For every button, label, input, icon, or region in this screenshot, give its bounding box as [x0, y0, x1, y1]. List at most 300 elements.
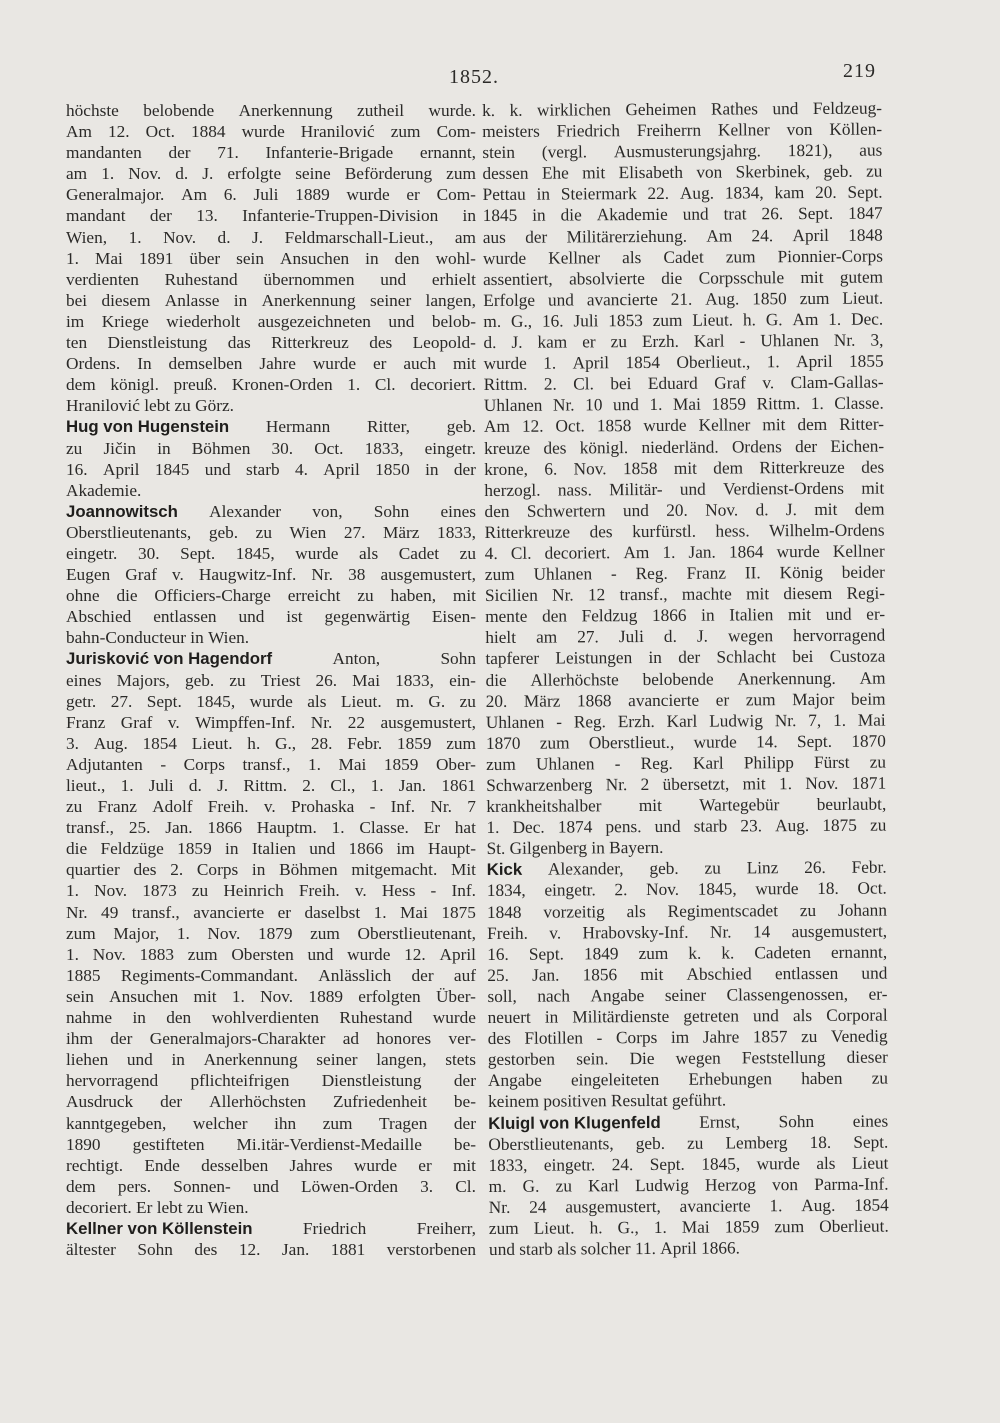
word: in	[251, 860, 266, 880]
text-line	[487, 878, 887, 902]
word: Friedrich	[302, 1218, 367, 1238]
word: Nov.	[805, 773, 839, 794]
word: kreuze	[484, 438, 531, 458]
word: Gilgenberg	[509, 838, 592, 859]
word: lebt	[156, 1197, 187, 1217]
word: verstorbenen	[386, 1240, 476, 1260]
word: v.	[549, 923, 562, 943]
word: zum	[446, 164, 476, 184]
word: Resultat	[610, 1091, 673, 1111]
word: k.	[688, 943, 702, 963]
word: Rathes	[710, 99, 759, 119]
text-line	[485, 625, 885, 649]
text-line	[66, 1070, 476, 1091]
word: Classengenossen,	[726, 984, 849, 1005]
word: Am	[181, 185, 208, 205]
word: 1889	[308, 986, 343, 1006]
word: 1833,	[488, 1155, 528, 1175]
word: und	[861, 963, 888, 983]
word: Ruhestand	[164, 269, 238, 289]
word: trat	[723, 204, 747, 224]
word: zu	[191, 881, 209, 901]
word: wiederholt	[166, 311, 241, 331]
word: April	[796, 351, 833, 372]
word: Ludwig	[709, 711, 763, 731]
word: Anton,	[332, 649, 381, 669]
word: mit	[193, 986, 217, 1006]
text-line	[486, 730, 886, 754]
word: (vergl.	[541, 142, 588, 162]
word: auch	[403, 354, 436, 374]
word: und	[772, 99, 799, 119]
word: zu	[704, 858, 721, 879]
word: Sohn	[440, 649, 476, 669]
word: Verdienst-Ordens	[723, 478, 845, 499]
text-line	[66, 817, 476, 838]
word: mandanten	[66, 143, 142, 163]
word: Angabe	[590, 985, 645, 1006]
word: 1866	[651, 606, 687, 626]
word: honores	[376, 1029, 432, 1049]
word: 1854	[142, 733, 178, 753]
word: 7	[467, 797, 476, 817]
word: preuß.	[173, 375, 218, 395]
word: G.	[522, 1176, 540, 1196]
word: decoriert.	[544, 543, 611, 563]
entry-name: Jurisković von Hagendorf	[66, 649, 273, 669]
word: Uhlanen	[483, 395, 543, 416]
word: 1885	[66, 965, 101, 985]
text-line	[66, 733, 476, 754]
word: Sohn	[373, 501, 410, 521]
word: J.	[785, 499, 797, 519]
word: 1.	[373, 902, 387, 922]
word: avancierte	[193, 902, 265, 922]
word: rechtigt.	[66, 1155, 124, 1175]
text-line	[487, 941, 887, 965]
word: Schwertern	[526, 501, 606, 521]
text-line	[486, 794, 886, 818]
word: m.	[488, 1176, 507, 1196]
word: starb	[246, 459, 280, 479]
word: Ritterkreuze	[484, 522, 571, 542]
word: Löwen-Orden	[301, 1176, 398, 1196]
word: Sicilien	[484, 585, 538, 606]
word: 1.	[810, 394, 824, 414]
word: 1.	[832, 710, 847, 730]
word: Mai	[672, 394, 701, 415]
word: 16.	[66, 459, 88, 479]
word: Karl	[692, 753, 724, 773]
word: 1879	[257, 923, 293, 943]
word: Uhlanen	[485, 712, 545, 732]
word: Nr.	[430, 797, 452, 817]
word: 1890	[66, 1134, 101, 1154]
word: Freiherrn	[636, 120, 702, 141]
word: bei	[610, 374, 632, 394]
word: Lieut.	[692, 310, 734, 330]
word: soll,	[487, 986, 517, 1006]
word: übernommen	[263, 269, 355, 289]
word: 1850	[375, 459, 410, 479]
word: Nov.	[207, 923, 241, 943]
word: 21.	[670, 289, 693, 309]
word: mit	[787, 605, 812, 625]
word: 23.	[740, 816, 763, 836]
word: die	[661, 268, 683, 288]
word: Ludwig	[634, 1175, 689, 1195]
word: be-	[453, 1134, 476, 1154]
word: -	[596, 1028, 603, 1048]
word: bei	[792, 647, 814, 667]
word: 1.	[176, 923, 190, 943]
text-line	[485, 604, 885, 628]
word: Uhlanen	[535, 754, 595, 774]
word: 1853	[608, 310, 643, 331]
word: 1889	[295, 185, 330, 205]
word: avancierte	[679, 1196, 751, 1216]
word: -	[430, 881, 437, 901]
word: kurfürstl.	[632, 521, 697, 541]
word: mit	[673, 458, 697, 478]
word: des	[543, 437, 567, 458]
word: aus	[859, 140, 883, 160]
word: 1859	[711, 394, 747, 414]
word: Sept.	[796, 731, 833, 751]
word: Jan.	[688, 542, 716, 562]
word: Rittm.	[483, 374, 528, 395]
word: 1.	[778, 774, 793, 794]
word: wurde	[643, 416, 687, 436]
word: k.	[721, 943, 735, 963]
word: Abschied	[686, 964, 752, 984]
word: Kellner	[698, 415, 751, 436]
text-line	[66, 121, 476, 142]
word: Hess	[381, 881, 416, 901]
word: Hrabovsky-Inf.	[582, 922, 689, 943]
word: Mai	[681, 1217, 710, 1237]
word: Eugen	[66, 565, 111, 585]
word: 12	[587, 585, 606, 605]
word: und	[679, 479, 706, 499]
word: 1821),	[787, 141, 833, 161]
word: 27.	[343, 522, 366, 542]
text-line	[66, 986, 476, 1007]
word: 30.	[271, 438, 294, 458]
word: Anerkennung	[238, 101, 333, 120]
text-line	[66, 902, 476, 923]
word: Cadeten	[754, 942, 812, 963]
word: beurlaubt,	[816, 794, 887, 815]
word: 1849	[583, 943, 619, 964]
word: Kriege	[101, 311, 149, 331]
word: Zufriedenheit	[332, 1092, 427, 1112]
word: dem	[713, 458, 744, 478]
word: desselben	[201, 1155, 269, 1175]
word: Freih.	[298, 881, 340, 901]
text-line	[482, 119, 882, 143]
word: Sept.	[798, 204, 834, 224]
word: 1.	[486, 818, 500, 838]
word: h.	[247, 733, 261, 753]
word: zu	[229, 670, 246, 690]
word: Majors,	[116, 670, 170, 690]
word: Fürst	[813, 752, 850, 772]
word: seiner	[369, 290, 412, 310]
text-line	[489, 1194, 889, 1218]
word: k.	[482, 100, 496, 120]
text-line	[483, 308, 883, 332]
word: wurde	[241, 122, 285, 142]
word: die	[116, 586, 138, 606]
text-line	[66, 1007, 476, 1028]
word: Eduard	[647, 373, 698, 394]
word: Am	[859, 668, 886, 688]
word: Herzog	[704, 1175, 756, 1195]
text-line	[66, 1113, 476, 1134]
word: wurde	[693, 732, 737, 752]
word: 1848	[848, 225, 883, 245]
word: Militär-	[609, 479, 663, 499]
word: als	[358, 543, 379, 563]
word: und	[488, 1239, 520, 1260]
word: Mi.itär-Verdienst-Medaille	[236, 1134, 422, 1154]
word: 6.	[544, 459, 558, 479]
word: Sept.	[146, 691, 182, 711]
word: liehen	[66, 1050, 109, 1070]
word: hess.	[715, 521, 750, 541]
word: 1866	[348, 839, 384, 859]
word: 1875	[822, 815, 857, 836]
word: Elisabeth	[618, 163, 683, 183]
word: 25.	[487, 965, 510, 985]
word: Juli	[573, 311, 599, 331]
word: d.	[663, 627, 677, 647]
text-line	[484, 456, 884, 480]
word: 1881	[330, 1240, 366, 1260]
word: 2.	[170, 860, 184, 880]
word: Juli	[148, 776, 174, 795]
word: wegen	[727, 626, 774, 646]
word: 24.	[611, 1154, 634, 1174]
word: Nov.	[573, 458, 607, 479]
word: am	[454, 227, 476, 247]
word: Uhlanen	[760, 330, 819, 351]
text-line	[484, 351, 884, 375]
word: m.	[396, 691, 414, 711]
word: stets	[445, 1050, 476, 1070]
word: Reg.	[640, 753, 673, 773]
word: 30.	[137, 543, 160, 563]
word: Geheimen	[625, 99, 697, 120]
word: Kellner	[548, 247, 601, 268]
word: wurde	[776, 541, 820, 562]
text-line	[485, 541, 885, 565]
word: d.	[755, 500, 769, 520]
word: 1.	[66, 944, 79, 964]
word: eingetr.	[543, 1155, 596, 1175]
word: 1861	[441, 776, 476, 795]
word: zu	[66, 438, 83, 458]
word: und	[309, 839, 336, 859]
word: 1845,	[235, 543, 275, 563]
word: krankheitshalber	[486, 796, 602, 817]
text-line	[66, 227, 476, 248]
word: Regimentscadet	[667, 900, 779, 921]
word: des	[487, 1028, 511, 1049]
word: Nov.	[705, 500, 739, 520]
word: Sept.	[180, 543, 216, 563]
word: Oct.	[314, 438, 344, 458]
text-line	[489, 1173, 889, 1197]
word: April	[102, 459, 140, 479]
word: Nov.	[128, 164, 162, 184]
word: Ansuchen	[280, 248, 350, 268]
word: März	[523, 691, 561, 711]
word: 1834,	[486, 881, 526, 901]
word: in	[591, 838, 610, 858]
word: Ehe	[541, 163, 569, 183]
word: 14	[752, 921, 771, 942]
word: geb.	[635, 1133, 666, 1153]
text-line	[485, 562, 885, 586]
word: zum	[187, 944, 218, 964]
word: II.	[744, 563, 761, 583]
word: tapferer	[485, 649, 540, 669]
word: in	[536, 184, 551, 205]
text-line	[66, 480, 476, 501]
word: gestifteten	[132, 1134, 205, 1154]
word: Erhebungen	[688, 1069, 773, 1090]
word: aus	[482, 227, 506, 247]
word: 22	[347, 712, 366, 732]
word: St.	[486, 839, 510, 859]
word: 1854	[625, 353, 661, 373]
word: Generalmajor.	[66, 185, 165, 205]
word: Nr.	[552, 585, 574, 605]
word: 12.	[521, 417, 544, 437]
word: Nov.	[646, 880, 680, 900]
word: als	[626, 901, 646, 921]
word: Am	[483, 417, 510, 437]
word: erfolgten	[358, 986, 421, 1006]
word: Erzh.	[641, 331, 679, 352]
word: starb	[693, 816, 728, 836]
word: Mai	[94, 248, 123, 268]
word: wurde	[755, 879, 799, 899]
word: und	[654, 816, 681, 837]
text-line	[66, 163, 476, 184]
word: 1.	[66, 248, 79, 268]
word: entlassen	[153, 607, 217, 627]
word: Rittm.	[756, 394, 801, 414]
word: Karl	[588, 1175, 619, 1196]
word: er	[406, 185, 420, 205]
word: Ende	[144, 1155, 180, 1175]
word: Alexander	[209, 501, 282, 521]
word: transf.,	[619, 585, 668, 605]
word: in	[462, 206, 476, 226]
word: Oberstlieut.,	[588, 732, 675, 753]
word: Franz	[97, 797, 137, 817]
word: ist	[286, 607, 303, 627]
word: 20.	[485, 691, 508, 711]
word: die	[560, 205, 582, 225]
word: pers.	[117, 1176, 152, 1196]
word: 71.	[217, 143, 239, 163]
word: von,	[312, 501, 343, 521]
text-line	[66, 585, 476, 606]
word: auf	[453, 965, 476, 985]
word: Böhmen	[191, 438, 251, 458]
word: Febr.	[347, 733, 383, 753]
word: Lieut.	[842, 288, 884, 308]
word: Wartegebür	[699, 795, 780, 815]
word: dem	[854, 499, 885, 519]
word: kam	[537, 332, 568, 352]
word: Wien,	[66, 227, 108, 247]
word: 1.	[769, 1196, 783, 1216]
word: zum	[652, 310, 683, 330]
word: hervorragend	[793, 625, 886, 646]
word: 1868	[576, 690, 612, 711]
word: hat	[454, 818, 476, 838]
word: 11.	[634, 1238, 661, 1259]
word: Angabe	[487, 1070, 542, 1091]
word: Görz.	[195, 396, 234, 416]
text-line	[483, 330, 883, 354]
word: seine	[295, 164, 331, 184]
word: Nr.	[709, 922, 732, 942]
text-line	[485, 667, 885, 691]
word: Nov.	[94, 881, 128, 901]
word: Er	[136, 1197, 157, 1217]
word: 1845,	[697, 879, 737, 900]
word: zu	[459, 691, 476, 711]
word: 24.	[751, 225, 774, 245]
word: Graf	[125, 565, 157, 585]
word: königl.	[579, 437, 629, 457]
word: Pionnier-Corps	[777, 246, 883, 266]
word: 4.	[294, 459, 308, 479]
word: mandant	[66, 206, 126, 226]
text-line	[488, 1068, 888, 1092]
word: J.	[511, 332, 523, 352]
word: 1.	[120, 776, 134, 795]
word: April	[323, 459, 360, 479]
page-number: 219	[843, 60, 876, 82]
word: Aug.	[705, 289, 740, 309]
entry-name: Kick	[486, 860, 523, 880]
word: zu	[799, 900, 817, 920]
word: Nr.	[774, 710, 797, 730]
text-line	[484, 393, 884, 417]
word: den	[394, 248, 420, 268]
word: zu	[871, 1068, 889, 1088]
text-line	[66, 311, 476, 332]
word: der	[678, 648, 701, 668]
text-line	[487, 983, 887, 1007]
word: den	[541, 606, 568, 626]
word: Ruhestand	[339, 1008, 413, 1028]
entry-name: Kellner von Köllenstein	[66, 1218, 253, 1238]
word: zum	[322, 1113, 353, 1133]
word: -	[739, 331, 746, 351]
word: lieut.,	[66, 776, 106, 795]
word: 1858	[596, 416, 632, 436]
word: Cadet	[398, 543, 440, 563]
text-line	[66, 522, 476, 543]
